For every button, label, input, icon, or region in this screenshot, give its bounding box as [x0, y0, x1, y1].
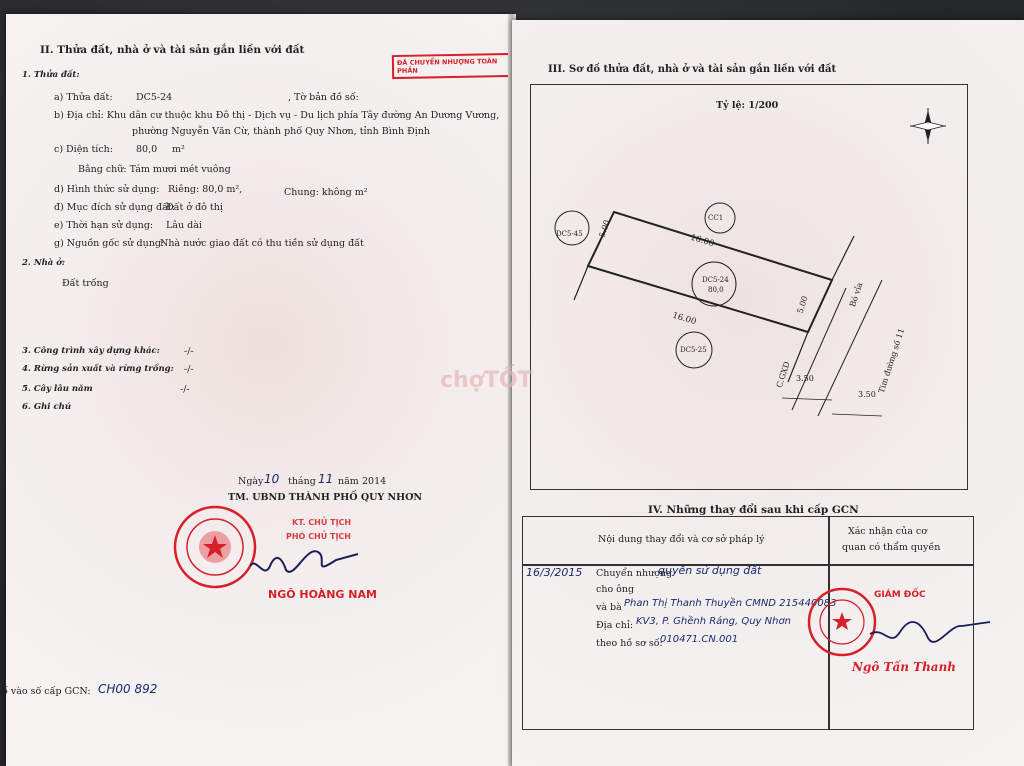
forest-label: 4. Rừng sản xuất và rừng trồng: — [22, 364, 174, 374]
date-year: 2014 — [362, 476, 387, 487]
notes-label: 6. Ghi chú — [22, 402, 71, 412]
change-line3: và bà — [596, 602, 622, 613]
area-unit: m² — [172, 144, 185, 155]
address-line2: phường Nguyễn Văn Cừ, thành phố Quy Nhơn, tỉnh Bình Định — [132, 126, 431, 137]
forest-value: -/- — [184, 364, 194, 375]
change-line4: Địa chỉ: — [596, 620, 634, 631]
section-iii-title: III. Sơ đồ thửa đất, nhà ở và tài sản gắn liền với đất — [548, 64, 837, 75]
serial-value: CH00 892 — [98, 682, 158, 696]
date-day: 10 — [264, 472, 280, 486]
dim-3-50-a: 3.50 — [796, 374, 814, 383]
lot-dc5-25: DC5-25 — [680, 346, 707, 354]
house-value: Đất trống — [62, 278, 109, 289]
date-ngay: Ngày — [238, 476, 264, 487]
address-line1: b) Địa chỉ: Khu dân cư thuộc khu Đô thị - Dịch vụ - Du lịch phía Tây đường An Dương Vương, — [54, 110, 500, 121]
duration-label: e) Thời hạn sử dụng: — [54, 220, 154, 231]
usage-private: Riêng: 80,0 m², — [168, 184, 243, 195]
plot-value: DC5-24 — [136, 92, 173, 103]
house-heading: 2. Nhà ở: — [22, 258, 66, 268]
lot-dc5-45: DC5-45 — [556, 230, 583, 238]
perennial-label: 5. Cây lâu năm — [22, 384, 93, 394]
watermark: chợTỐT — [440, 368, 533, 393]
dim-left: 5.00 — [597, 218, 612, 239]
purpose-label: đ) Mục đích sử dụng đất: — [54, 202, 175, 213]
signature-right — [864, 604, 994, 660]
change-line5: theo hồ sơ số: — [596, 638, 663, 649]
dim-top: 16.00 — [689, 232, 716, 250]
change-hw5: 010471.CN.001 — [660, 634, 739, 645]
signature-left — [246, 536, 366, 596]
date-thang: tháng — [288, 476, 316, 487]
serial-label: ố vào số cấp GCN: — [2, 686, 91, 697]
duration-value: Lâu dài — [166, 220, 202, 231]
giam-doc: GIÁM ĐỐC — [874, 590, 926, 600]
area-words: Bằng chữ: Tám mươi mét vuông — [78, 164, 231, 175]
col-confirm-header-2: quan có thẩm quyền — [842, 542, 941, 553]
usage-form-label: d) Hình thức sử dụng: — [54, 184, 160, 195]
col-content-header: Nội dung thay đổi và cơ sở pháp lý — [598, 534, 765, 545]
left-page — [2, 14, 514, 766]
map-sheet-label: , Tờ bản đồ số: — [288, 92, 359, 103]
change-date: 16/3/2015 — [526, 566, 583, 579]
other-works-label: 3. Công trình xây dựng khác: — [22, 346, 160, 356]
area-label: c) Diện tích: — [54, 144, 113, 155]
origin-value: Nhà nước giao đất có thu tiền sử dụng đất — [160, 238, 364, 249]
lot-dc5-24: DC5-24 — [702, 276, 729, 284]
signer2-name: Ngô Tấn Thanh — [852, 660, 957, 674]
curb-label: Bó vỉa — [848, 281, 865, 309]
section-ii-title: II. Thửa đất, nhà ở và tài sản gắn liền với đất — [40, 44, 305, 56]
other-works-value: -/- — [184, 346, 194, 357]
origin-label: g) Nguồn gốc sử dụng: — [54, 238, 165, 249]
date-nam: năm — [338, 476, 359, 487]
change-line1: Chuyển nhượng — [596, 568, 673, 579]
col-confirm-header-1: Xác nhận của cơ — [848, 526, 927, 537]
change-hw1: quyền sử dụng đất — [658, 564, 762, 577]
lot-cc1: CC1 — [708, 214, 724, 222]
plot-label: a) Thửa đất: — [54, 92, 113, 103]
street-label: Tim đường số 11 — [876, 327, 907, 395]
pho-chu-tich: PHÓ CHỦ TỊCH — [286, 532, 351, 541]
authority: TM. UBND THÀNH PHỐ QUY NHƠN — [228, 492, 423, 503]
dim-bottom: 16.00 — [671, 310, 698, 328]
scale-label: Tỷ lệ: 1/200 — [716, 100, 779, 111]
perennial-value: -/- — [180, 384, 190, 395]
dim-3-50-b: 3.50 — [858, 390, 876, 399]
dim-right: 5.00 — [795, 294, 810, 315]
usage-common: Chung: không m² — [284, 187, 368, 198]
compass-icon — [908, 106, 948, 146]
section-iv-title: IV. Những thay đổi sau khi cấp GCN — [648, 504, 859, 516]
land-heading: 1. Thửa đất: — [22, 70, 80, 80]
change-hw3: Phan Thị Thanh Thuyền CMND 215440083 — [624, 598, 837, 609]
transfer-stamp: ĐÃ CHUYỂN NHƯỢNG TOÀN PHẦN — [392, 53, 514, 79]
dim-cgxd: C.GXD — [774, 360, 792, 389]
purpose-value: Đất ở đô thị — [166, 202, 223, 213]
kt-chu-tich: KT. CHỦ TỊCH — [292, 518, 352, 527]
change-hw4: KV3, P. Ghềnh Ráng, Quy Nhơn — [636, 616, 791, 627]
area-value: 80,0 — [136, 144, 158, 155]
signer-name: NGÔ HOÀNG NAM — [268, 588, 377, 601]
lot-area: 80,0 — [708, 286, 724, 294]
change-line2: cho ông — [596, 584, 635, 595]
date-month: 11 — [318, 472, 334, 486]
